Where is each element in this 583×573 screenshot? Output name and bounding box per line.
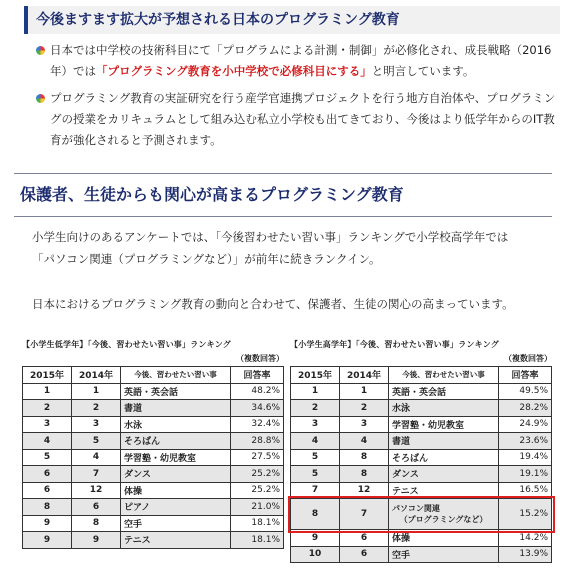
rank-cell: 3 bbox=[291, 416, 340, 433]
bullet-highlight-text: 「プログラミング教育を小中学校で必修科目にする」 bbox=[96, 64, 372, 78]
activity-cell: 英語・英会話 bbox=[121, 383, 231, 400]
table-row bbox=[291, 499, 552, 530]
activity-cell: ダンス bbox=[121, 466, 231, 483]
activity-cell: 体操 bbox=[389, 530, 499, 547]
rank-cell: 9 bbox=[23, 532, 72, 549]
rank-cell: 10 bbox=[291, 546, 340, 563]
rate-cell: 24.9% bbox=[499, 416, 552, 433]
rate-cell: 18.1% bbox=[231, 515, 284, 532]
rank-cell: 1 bbox=[72, 383, 121, 400]
rank-cell: 6 bbox=[340, 546, 389, 563]
bullet-text: プログラミング教育の実証研究を行う産学官連携プロジェクトを行う地方自治体や、プログラミングの授業をカリキュラムとして組み込む私立小学校も出てきており、今後はより低学年からのIT教育が強化されると予測されます。 bbox=[50, 91, 556, 147]
rate-cell: 25.2% bbox=[231, 466, 284, 483]
rank-cell: 7 bbox=[340, 499, 389, 530]
table-row bbox=[23, 499, 284, 516]
activity-cell: テニス bbox=[389, 482, 499, 499]
activity-cell: 英語・英会話 bbox=[389, 383, 499, 400]
rank-cell: 1 bbox=[340, 383, 389, 400]
activity-cell: 書道 bbox=[389, 433, 499, 450]
table-note: （複数回答） bbox=[504, 354, 552, 363]
rank-cell: 8 bbox=[291, 499, 340, 530]
activity-cell: 空手 bbox=[389, 546, 499, 563]
column-header: 回答率 bbox=[499, 367, 552, 384]
table-row bbox=[23, 466, 284, 483]
rank-cell: 5 bbox=[72, 433, 121, 450]
rate-cell: 25.2% bbox=[231, 482, 284, 499]
table-row bbox=[291, 383, 552, 400]
rate-cell: 28.8% bbox=[231, 433, 284, 450]
rank-cell: 8 bbox=[340, 449, 389, 466]
rate-cell: 21.0% bbox=[231, 499, 284, 516]
rank-cell: 1 bbox=[291, 383, 340, 400]
rank-cell: 3 bbox=[340, 416, 389, 433]
rank-cell: 3 bbox=[72, 416, 121, 433]
rank-cell: 7 bbox=[291, 482, 340, 499]
activity-cell: パソコン関連 （プログラミングなど） bbox=[389, 499, 499, 530]
rate-cell: 28.2% bbox=[499, 400, 552, 417]
column-header: 2014年 bbox=[72, 367, 121, 384]
table-row bbox=[291, 530, 552, 547]
rate-cell: 18.1% bbox=[231, 532, 284, 549]
activity-cell: ダンス bbox=[389, 466, 499, 483]
activity-cell: そろばん bbox=[121, 433, 231, 450]
table-header-row bbox=[291, 367, 552, 384]
rank-cell: 4 bbox=[291, 433, 340, 450]
table-row bbox=[291, 416, 552, 433]
bullet-text: 日本では中学校の技術科目にて「プログラムによる計測・制御」が必修化され、成長戦略（2016年）では bbox=[50, 43, 552, 78]
rate-cell: 14.2% bbox=[499, 530, 552, 547]
column-header: 回答率 bbox=[231, 367, 284, 384]
rank-cell: 9 bbox=[291, 530, 340, 547]
survey-paragraph-line1: 小学生向けのあるアンケートでは、「今後習わせたい習い事」ランキングで小学校高学年では bbox=[32, 230, 509, 244]
activity-cell: 空手 bbox=[121, 515, 231, 532]
table-row bbox=[23, 416, 284, 433]
table-caption: 【小学生高学年】「今後、習わせたい習い事」ランキング bbox=[290, 340, 499, 349]
activity-cell: そろばん bbox=[389, 449, 499, 466]
table-header-row bbox=[23, 367, 284, 384]
table-row bbox=[23, 532, 284, 549]
rate-cell: 19.4% bbox=[499, 449, 552, 466]
column-header: 今後、習わせたい習い事 bbox=[121, 367, 231, 384]
rank-cell: 6 bbox=[72, 499, 121, 516]
bullet-list bbox=[36, 40, 556, 157]
rank-cell: 4 bbox=[72, 449, 121, 466]
table-row bbox=[23, 515, 284, 532]
rank-cell: 12 bbox=[72, 482, 121, 499]
rank-cell: 9 bbox=[72, 532, 121, 549]
rank-cell: 12 bbox=[340, 482, 389, 499]
rank-cell: 6 bbox=[23, 482, 72, 499]
table-row bbox=[291, 546, 552, 563]
rank-cell: 9 bbox=[23, 515, 72, 532]
bullet-item-research bbox=[36, 88, 556, 151]
ranking-table-lower-grades bbox=[22, 339, 284, 549]
colorful-bullet-icon bbox=[36, 46, 45, 55]
table-row bbox=[291, 449, 552, 466]
rank-cell: 2 bbox=[23, 400, 72, 417]
rate-cell: 34.6% bbox=[231, 400, 284, 417]
rank-cell: 8 bbox=[340, 466, 389, 483]
table-note: （複数回答） bbox=[236, 354, 284, 363]
rank-cell: 8 bbox=[23, 499, 72, 516]
activity-cell: 学習塾・幼児教室 bbox=[389, 416, 499, 433]
section-title: 今後ますます拡大が予想される日本のプログラミング教育 bbox=[24, 6, 560, 34]
survey-paragraph-line2: 「パソコン関連（プログラミングなど）」が前年に続きランクイン。 bbox=[32, 252, 381, 266]
table-row bbox=[23, 400, 284, 417]
activity-cell: 書道 bbox=[121, 400, 231, 417]
rank-cell: 5 bbox=[23, 449, 72, 466]
rank-cell: 4 bbox=[23, 433, 72, 450]
bullet-item-mandatory bbox=[36, 40, 556, 82]
rank-cell: 2 bbox=[340, 400, 389, 417]
rank-cell: 7 bbox=[72, 466, 121, 483]
table-row bbox=[23, 449, 284, 466]
table-row bbox=[291, 482, 552, 499]
rate-cell: 23.6% bbox=[499, 433, 552, 450]
activity-cell: テニス bbox=[121, 532, 231, 549]
rate-cell: 49.5% bbox=[499, 383, 552, 400]
column-header: 2015年 bbox=[291, 367, 340, 384]
table-row bbox=[291, 400, 552, 417]
column-header: 2014年 bbox=[340, 367, 389, 384]
table-row bbox=[23, 383, 284, 400]
section-heading: 保護者、生徒からも関心が高まるプログラミング教育 bbox=[14, 173, 552, 217]
table-caption: 【小学生低学年】「今後、習わせたい習い事」ランキング bbox=[22, 340, 231, 349]
ranking-table-upper-grades bbox=[290, 339, 552, 563]
rate-cell: 13.9% bbox=[499, 546, 552, 563]
rank-cell: 4 bbox=[340, 433, 389, 450]
table-row bbox=[23, 433, 284, 450]
rate-cell: 16.5% bbox=[499, 482, 552, 499]
colorful-bullet-icon bbox=[36, 94, 45, 103]
column-header: 今後、習わせたい習い事 bbox=[389, 367, 499, 384]
interest-paragraph: 日本におけるプログラミング教育の動向と合わせて、保護者、生徒の関心の高まっています。 bbox=[32, 297, 514, 311]
rank-cell: 6 bbox=[23, 466, 72, 483]
rate-cell: 27.5% bbox=[231, 449, 284, 466]
rate-cell: 48.2% bbox=[231, 383, 284, 400]
table-row bbox=[23, 482, 284, 499]
rank-cell: 5 bbox=[291, 466, 340, 483]
table-row bbox=[291, 433, 552, 450]
activity-cell: 水泳 bbox=[389, 400, 499, 417]
rank-cell: 2 bbox=[72, 400, 121, 417]
rank-cell: 6 bbox=[340, 530, 389, 547]
activity-cell: 水泳 bbox=[121, 416, 231, 433]
rate-cell: 32.4% bbox=[231, 416, 284, 433]
rate-cell: 15.2% bbox=[499, 499, 552, 530]
rank-cell: 5 bbox=[291, 449, 340, 466]
activity-cell: ピアノ bbox=[121, 499, 231, 516]
rank-cell: 3 bbox=[23, 416, 72, 433]
rank-cell: 2 bbox=[291, 400, 340, 417]
bullet-text-tail: と明言しています。 bbox=[371, 64, 475, 78]
ranking-table bbox=[290, 366, 552, 563]
ranking-table bbox=[22, 366, 284, 549]
rank-cell: 1 bbox=[23, 383, 72, 400]
activity-cell: 学習塾・幼児教室 bbox=[121, 449, 231, 466]
rate-cell: 19.1% bbox=[499, 466, 552, 483]
rank-cell: 8 bbox=[72, 515, 121, 532]
activity-cell: 体操 bbox=[121, 482, 231, 499]
column-header: 2015年 bbox=[23, 367, 72, 384]
table-row bbox=[291, 466, 552, 483]
